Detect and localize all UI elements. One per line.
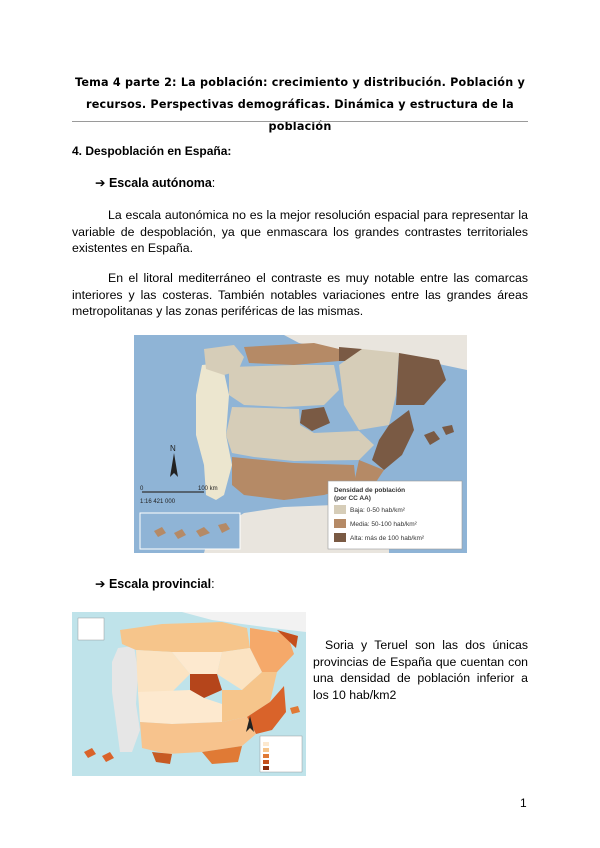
header-divider bbox=[72, 121, 528, 122]
arrow-icon: ➔ bbox=[95, 176, 106, 190]
svg-text:Baja: 0-50 hab/km²: Baja: 0-50 hab/km² bbox=[350, 507, 405, 514]
autonoma-paragraph-2: En el litoral mediterráneo el contraste es muy notable entre las comarcas interiores y las costeras. También notables variaciones entre las grandes áreas metropolitanas y las zonas periféricas de las mismas. bbox=[72, 271, 528, 319]
arrow-icon: ➔ bbox=[95, 577, 106, 591]
section-title: 4. Despoblación en España: bbox=[72, 144, 232, 158]
svg-text:N: N bbox=[170, 444, 176, 453]
svg-text:Densidad de población: Densidad de población bbox=[334, 487, 406, 494]
provincial-density-map bbox=[72, 612, 306, 776]
svg-text:(por CC AA): (por CC AA) bbox=[334, 495, 371, 502]
svg-text:1:16 421 000: 1:16 421 000 bbox=[140, 499, 176, 505]
autonomic-density-map bbox=[134, 335, 467, 553]
provincial-paragraph: Soria y Teruel son las dos únicas provincias de España que cuentan con una densidad de población inferior a los 10 hab/km2 bbox=[313, 638, 528, 702]
page-number: 1 bbox=[520, 796, 527, 810]
svg-text:100 km: 100 km bbox=[198, 486, 218, 492]
header-line-2: recursos. Perspectivas demográficas. Dinámica y estructura de la población bbox=[86, 98, 514, 133]
map1-legend bbox=[328, 481, 462, 549]
subsection-provincial-title: Escala provincial bbox=[108, 577, 212, 591]
subsection-autonoma-heading: ➔ Escala autónoma: bbox=[95, 176, 216, 190]
svg-text:Alta: más de 100 hab/km²: Alta: más de 100 hab/km² bbox=[350, 535, 425, 542]
svg-text:Media: 50-100 hab/km²: Media: 50-100 hab/km² bbox=[350, 521, 417, 528]
autonoma-paragraph-1: La escala autonómica no es la mejor resolución espacial para representar la variable de despoblación, ya que enmascara los grandes contrastes territoriales existentes en España. bbox=[72, 208, 528, 256]
header-line-1: Tema 4 parte 2: La población: crecimiento y distribución. Población y bbox=[75, 76, 525, 89]
document-header bbox=[70, 72, 530, 138]
subsection-provincial-heading: ➔ Escala provincial: bbox=[95, 577, 215, 591]
svg-text:0: 0 bbox=[140, 486, 144, 492]
subsection-autonoma-title: Escala autónoma bbox=[108, 176, 212, 190]
